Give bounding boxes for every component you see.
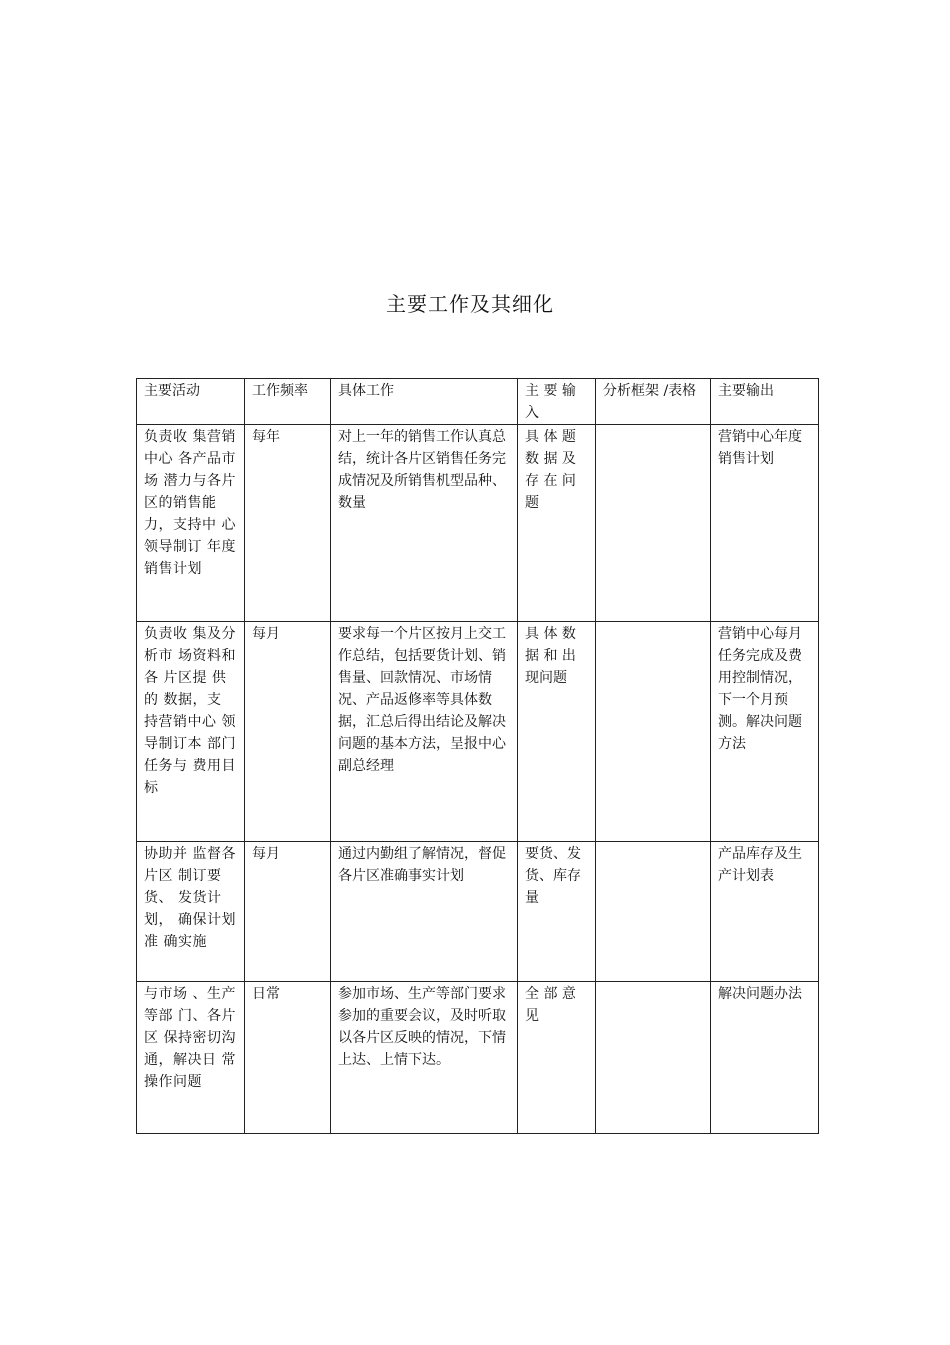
cell-output: 营销中心每月任务完成及费用控制情况，下一个月预测。解决问题方法 [711,622,819,842]
header-activity: 主要活动 [137,379,245,425]
table-row [137,842,819,982]
work-breakdown-table [136,378,819,1134]
cell-output: 营销中心年度销售计划 [711,425,819,622]
cell-frequency: 每年 [245,425,331,622]
cell-framework [596,982,711,1134]
cell-frequency: 每月 [245,622,331,842]
cell-input: 具 体 题 数 据 及 存 在 问 题 [518,425,596,622]
table-row [137,982,819,1134]
table-row [137,622,819,842]
header-work: 具体工作 [331,379,518,425]
cell-work: 对上一年的销售工作认真总结，统计各片区销售任务完成情况及所销售机型品种、数量 [331,425,518,622]
cell-input: 全 部 意 见 [518,982,596,1134]
header-frequency: 工作频率 [245,379,331,425]
cell-work: 参加市场、生产等部门要求参加的重要会议，及时听取以各片区反映的情况，下情上达、上情下达。 [331,982,518,1134]
cell-output: 产品库存及生产计划表 [711,842,819,982]
cell-activity: 与市场 、生产等部 门、各片区 保持密切沟 通，解决日 常操作问题 [137,982,245,1134]
cell-framework [596,425,711,622]
table-row [137,425,819,622]
header-framework: 分析框架 /表格 [596,379,711,425]
table-header-row [137,379,819,425]
cell-framework [596,622,711,842]
header-input: 主 要 输 入 [518,379,596,425]
cell-input: 具 体 数 据 和 出 现问题 [518,622,596,842]
cell-output: 解决问题办法 [711,982,819,1134]
cell-input: 要货、发货、库存量 [518,842,596,982]
cell-frequency: 日常 [245,982,331,1134]
cell-framework [596,842,711,982]
header-output: 主要输出 [711,379,819,425]
cell-frequency: 每月 [245,842,331,982]
cell-activity: 负责收 集营销中心 各产品市场 潜力与各片 区的销售能 力，支持中 心领导制订 年度销售计划 [137,425,245,622]
cell-work: 通过内勤组了解情况，督促各片区准确事实计划 [331,842,518,982]
cell-activity: 负责收 集及分析市 场资料和各 片区提 供 的 数据，支 持营销中心 领导制订本 部门任务与 费用目标 [137,622,245,842]
cell-activity: 协助并 监督各片区 制订要货、 发货计划， 确保计划准 确实施 [137,842,245,982]
page-title: 主要工作及其细化 [386,292,554,316]
cell-work: 要求每一个片区按月上交工作总结，包括要货计划、销售量、回款情况、市场情况、产品返修率等具体数据，汇总后得出结论及解决问题的基本方法，呈报中心副总经理 [331,622,518,842]
